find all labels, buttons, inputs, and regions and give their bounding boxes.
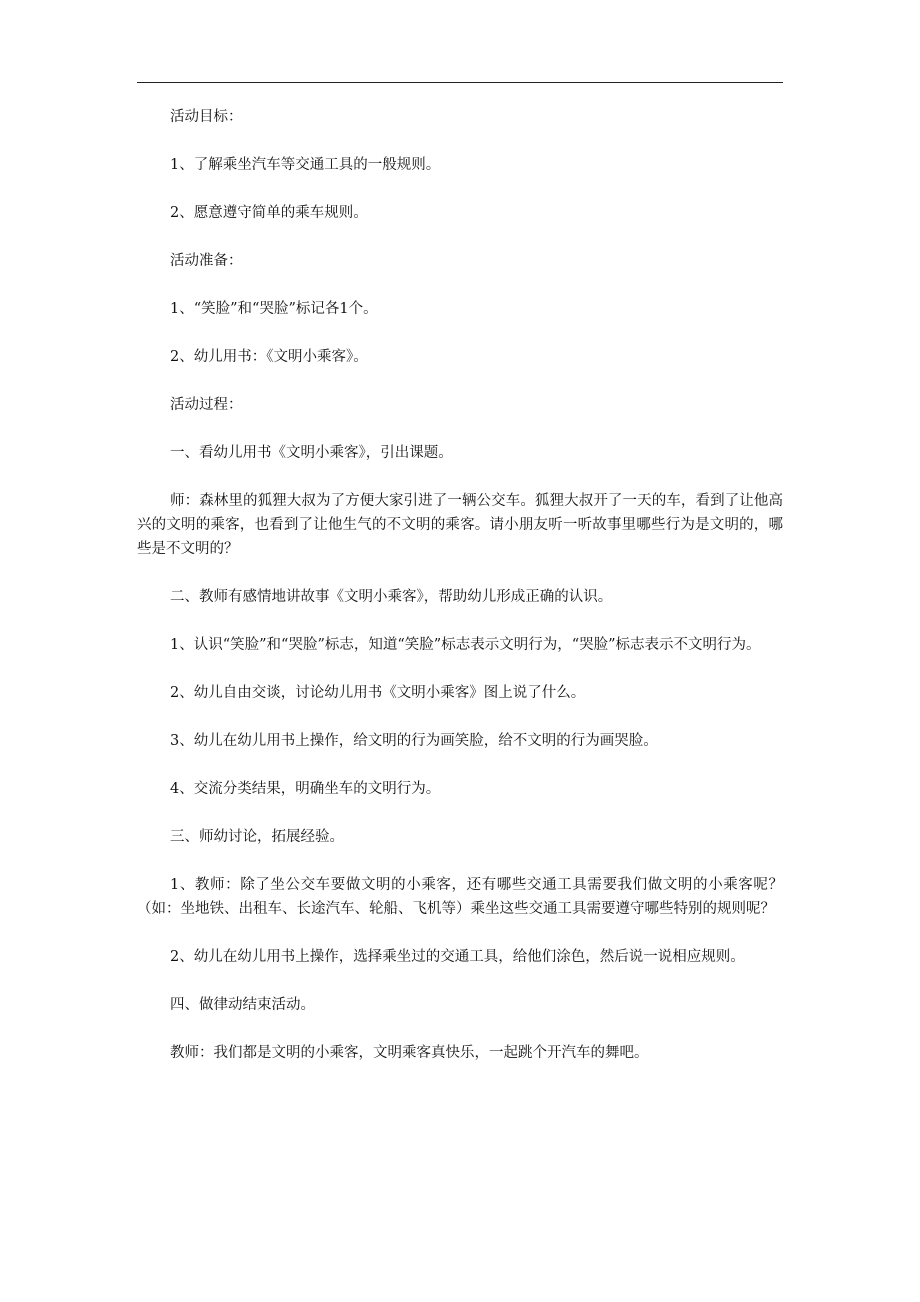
process-paragraph: 4、交流分类结果，明确坐车的文明行为。 [170,781,441,797]
process-paragraph: 师：森林里的狐狸大叔为了方便大家引进了一辆公交车。狐狸大叔开了一天的车，看到了让他高兴的文明的乘客，也看到了让他生气的不文明的乘客。请小朋友听一听故事里哪些行为是文明的，哪些是不文明的？ [137,493,783,557]
process-paragraph: 3、幼儿在幼儿用书上操作，给文明的行为画笑脸，给不文明的行为画哭脸。 [170,733,658,749]
header-rule [137,82,783,83]
process-step: 三、师幼讨论，拓展经验。 [170,829,344,845]
goal-item: 1、了解乘坐汽车等交通工具的一般规则。 [170,157,441,173]
preparation-item: 2、幼儿用书：《文明小乘客》。 [170,349,368,365]
section-heading-process: 活动过程： [170,397,243,413]
process-paragraph: 1、教师：除了坐公交车要做文明的小乘客，还有哪些交通工具需要我们做文明的小乘客呢？（如：坐地铁、出租车、长途汽车、轮船、飞机等）乘坐这些交通工具需要遵守哪些特别的规则呢？ [137,877,783,917]
process-step: 一、看幼儿用书《文明小乘客》，引出课题。 [170,445,453,461]
process-paragraph: 1、认识“笑脸”和“哭脸”标志，知道“笑脸”标志表示文明行为，“哭脸”标志表示不文明行为。 [170,637,761,653]
process-paragraph: 2、幼儿在幼儿用书上操作，选择乘坐过的交通工具，给他们涂色，然后说一说相应规则。 [170,949,745,965]
goal-item: 2、愿意遵守简单的乘车规则。 [170,205,368,221]
preparation-item: 1、“笑脸”和“哭脸”标记各1个。 [170,301,378,317]
document-body [137,105,783,1065]
section-heading-preparation: 活动准备： [170,253,243,269]
process-step: 二、教师有感情地讲故事《文明小乘客》，帮助幼儿形成正确的认识。 [170,589,613,605]
process-paragraph: 2、幼儿自由交谈，讨论幼儿用书《文明小乘客》图上说了什么。 [170,685,586,701]
process-paragraph: 教师：我们都是文明的小乘客，文明乘客真快乐，一起跳个开汽车的舞吧。 [170,1045,649,1061]
section-heading-goals: 活动目标： [170,109,243,125]
process-step: 四、做律动结束活动。 [170,997,315,1013]
